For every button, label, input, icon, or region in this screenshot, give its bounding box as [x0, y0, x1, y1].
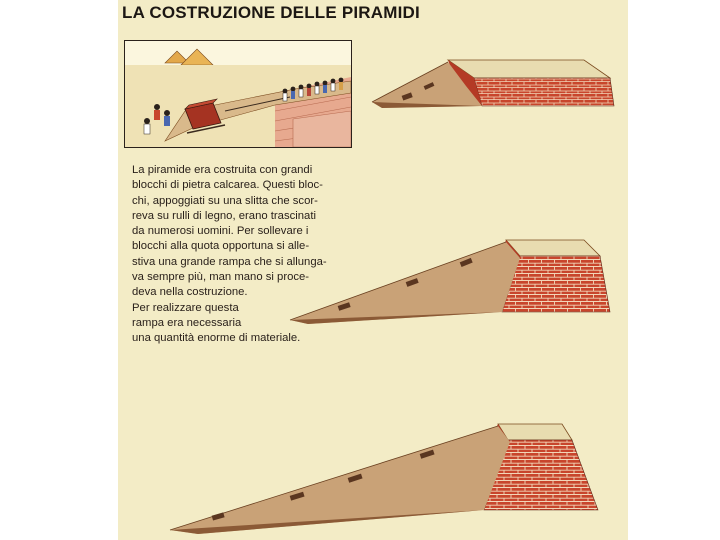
text-line: deva nella costruzione. [132, 286, 248, 299]
text-line: blocchi alla quota opportuna si alle- [132, 240, 310, 253]
pyramid-brick-side [502, 256, 610, 312]
pyramid-brick-side [474, 78, 614, 106]
text-line: chi, appoggiati su una slitta che scor- [132, 194, 318, 207]
ramp-stage-2-illustration [288, 232, 622, 328]
text-line: stiva una grande rampa che si allunga- [132, 255, 327, 268]
text-line: Per realizzare questa [132, 301, 239, 314]
text-line: va sempre più, man mano si proce- [132, 271, 310, 284]
text-line: blocchi di pietra calcarea. Questi bloc- [132, 179, 323, 192]
text-line: La piramide era costruita con grandi [132, 164, 313, 176]
pyramid-top-surface [498, 424, 572, 440]
book-page [118, 0, 628, 540]
text-line: rampa era necessaria [132, 316, 242, 329]
text-line: da numerosi uomini. Per sollevare i [132, 225, 309, 238]
ramp [290, 242, 520, 324]
text-line: reva su rulli di legno, erano trascinati [132, 209, 316, 222]
workers-hauling-illustration [124, 40, 352, 148]
pyramid-top-surface [448, 60, 610, 78]
text-line: una quantità enorme di materiale. [132, 332, 301, 345]
page-title: LA COSTRUZIONE DELLE PIRAMIDI [122, 3, 420, 22]
pyramid-top-surface [506, 240, 600, 256]
ramp-stage-3-illustration [168, 418, 624, 536]
workers-scene-svg [125, 41, 351, 147]
ramp-stage-1-illustration [362, 52, 622, 116]
